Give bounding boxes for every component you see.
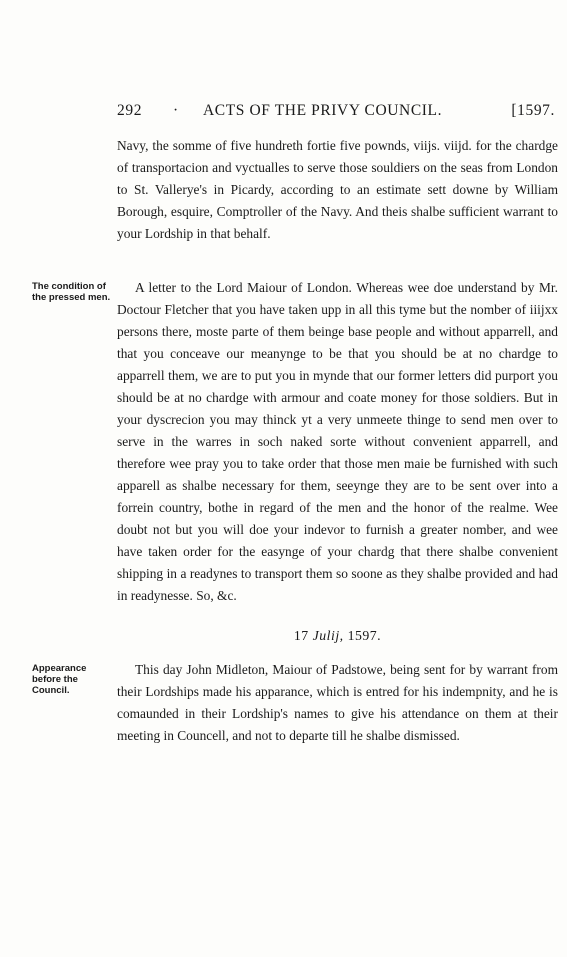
paragraph-text: A letter to the Lord Maiour of London. Whereas wee doe understand by Mr. Doctour Fletcher that you have taken upp in all this tyme but the nomber of iiijxx persons there, moste parte of them beinge base people and without apparrell, and that you conceave our meanynge to be that you should be at no chardge to apparrell them, we are to put you in mynde that our former letters did purport you should be at no chardge with armour and coate money for those soldiers. But in your dyscrecion you may thinck yt a very unmeete thinge to send men over to serve in the warres in soch naked sorte without convenient apparrell, and therefore wee pray you to take order that those men maie be furnished with such apparell as shalbe necessary for them, seeynge they are to be sent over into a forrein country, bothe in regard of the men and the honor of the realme. Wee doubt not but you will doe your indevor to furnish a greater nomber, and wee have taken order for the easynge of your chardg that there shalbe convenient shipping in a readynes to transport them so soone as they shalbe provided and had in readynesse. So, &c. [117,280,558,603]
header-separator: · [173,102,179,119]
margin-note-pressed-men: The condition of the pressed men. [32,281,111,303]
running-header [117,102,557,126]
page-number: 292 [117,102,143,119]
date-heading [117,628,558,644]
paragraph-midleton-appearance [117,659,558,747]
date-day: 17 [293,628,309,643]
paragraph-text: This day John Midleton, Maiour of Padstowe, being sent for by warrant from their Lordships made his apparance, which is entred for his indempnity, and he is comaunded in their Lordship's names to give his attendance on them at their meeting in Councell, and not to departe till he shalbe dismissed. [117,662,558,743]
paragraph-letter-lord-maiour [117,277,558,607]
margin-note-appearance: Appearance before the Council. [32,663,87,696]
date-month: Julij, [312,628,344,643]
date-year: 1597. [347,628,382,643]
paragraph-text: Navy, the somme of five hundreth fortie five pownds, viijs. viijd. for the chardge of transportacion and vyctualles to serve those souldiers on the seas from London to St. Vallerye's in Picardy, according to an estimate sett downe by William Borough, esquire, Comptroller of the Navy. And theis shalbe sufficient warrant to your Lordship in that behalf. [117,138,558,241]
header-year: [1597. [511,102,555,119]
paragraph-navy-warrant [117,135,558,245]
running-title: ACTS OF THE PRIVY COUNCIL. [203,102,443,119]
